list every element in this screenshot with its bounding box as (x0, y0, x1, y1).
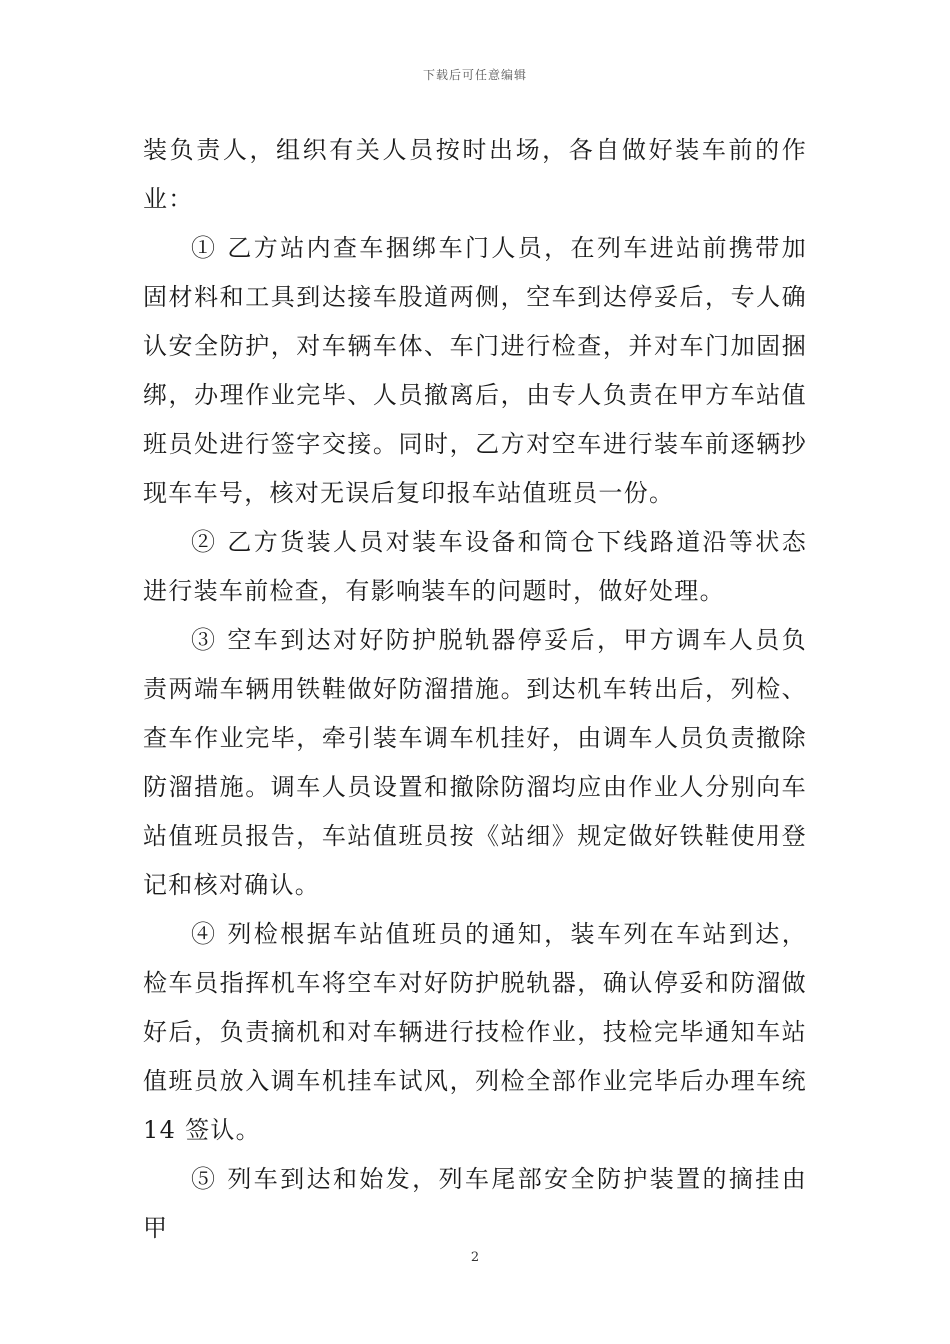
paragraph-item-2: ② 乙方货装人员对装车设备和筒仓下线路道沿等状态进行装车前检查，有影响装车的问题时，做好处理。 (143, 528, 807, 605)
document-body (143, 126, 807, 1253)
header-note: 下载后可任意编辑 (422, 68, 527, 82)
paragraph-item-4: ④ 列检根据车站值班员的通知，装车列在车站到达，检车员指挥机车将空车对好防护脱轨器，确认停妥和防溜做好后，负责摘机和对车辆进行技检作业，技检完毕通知车站值班员放入调车机挂车试风，列检全部作业完毕后办理车统 14 签认。 (143, 920, 807, 1144)
paragraph-item-3: ③ 空车到达对好防护脱轨器停妥后，甲方调车人员负责两端车辆用铁鞋做好防溜措施。到达机车转出后，列检、查车作业完毕，牵引装车调车机挂好，由调车人员负责撤除防溜措施。调车人员设置和撤除防溜均应由作业人分别向车站值班员报告，车站值班员按《站细》规定做好铁鞋使用登记和核对确认。 (143, 626, 807, 899)
paragraph-item-1: ① 乙方站内查车捆绑车门人员，在列车进站前携带加固材料和工具到达接车股道两侧，空车到达停妥后，专人确认安全防护，对车辆车体、车门进行检查，并对车门加固捆绑，办理作业完毕、人员撤离后，由专人负责在甲方车站值班员处进行签字交接。同时，乙方对空车进行装车前逐辆抄现车车号，核对无误后复印报车站值班员一份。 (143, 234, 807, 507)
paragraph-continuation: 装负责人，组织有关人员按时出场，各自做好装车前的作业： (143, 136, 807, 213)
page-number: 2 (470, 1250, 480, 1265)
paragraph-item-5: ⑤ 列车到达和始发，列车尾部安全防护装置的摘挂由甲 (143, 1165, 807, 1242)
